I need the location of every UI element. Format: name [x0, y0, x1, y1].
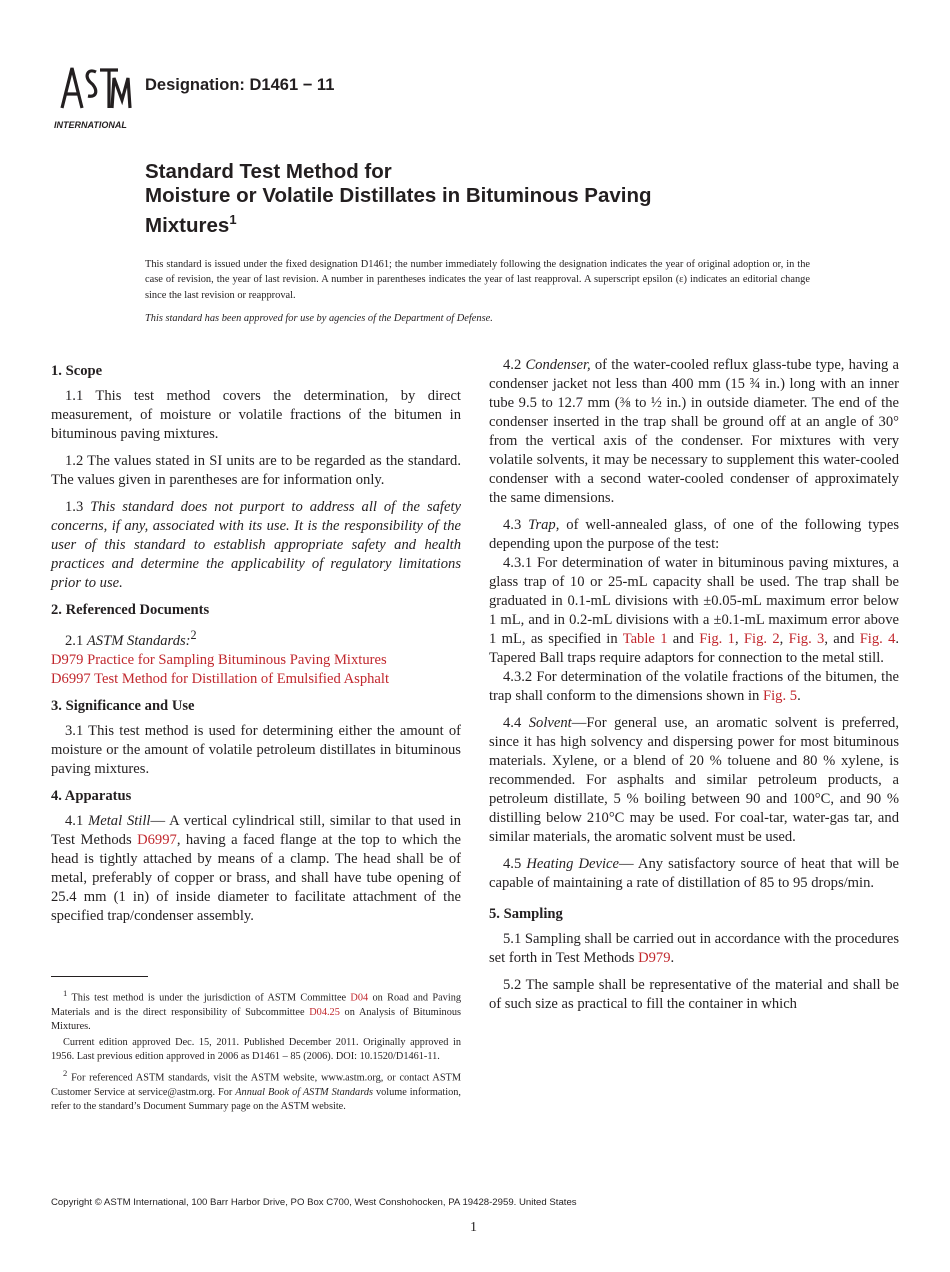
document-title	[145, 160, 652, 238]
paragraph-5-1-text-b: .	[670, 950, 675, 966]
link-d6997[interactable]: D6997	[51, 670, 91, 687]
designation: Designation: D1461 − 11	[145, 76, 335, 94]
footnote-1-text-a: This test method is under the jurisdiction of ASTM Committee	[67, 992, 351, 1004]
paragraph-5-1-text-a: 5.1 Sampling shall be carried out in accordance with the procedures set forth in Test Methods	[489, 931, 899, 966]
paragraph-1-2: 1.2 The values stated in SI units are to be regarded as the standard. The values given in parentheses are for information only.	[51, 453, 461, 488]
footnote-2-text-a: For referenced ASTM standards, visit the ASTM website, www.astm.org, or contact ASTM Customer Service at service@astm.org. For	[51, 1072, 461, 1099]
paragraph-1-1: 1.1 This test method covers the determination, by direct measurement, of moisture or volatile fractions of the bitumen in bituminous paving mixtures.	[51, 388, 461, 442]
reference-d979-title[interactable]: Practice for Sampling Bituminous Paving Mixtures	[83, 651, 387, 668]
link-d6997-inline[interactable]: D6997	[137, 831, 177, 848]
astm-logo	[52, 60, 134, 132]
copyright-notice: Copyright © ASTM International, 100 Barr Harbor Drive, PO Box C700, West Conshohocken, PA 19428-2959. United States	[51, 1197, 577, 1208]
paragraph-1-3-text: This standard does not purport to address all of the safety concerns, if any, associated with its use. It is the responsibility of the user of this standard to establish appropriate safety and health practices and determine the applicability of regulatory limitations prior to use.	[51, 499, 461, 591]
title-footnote-mark: 1	[229, 212, 237, 227]
link-d979-inline[interactable]: D979	[638, 950, 671, 966]
reference-d6997-title[interactable]: Test Method for Distillation of Emulsified Asphalt	[90, 670, 389, 687]
astm-logo-mark	[62, 68, 130, 108]
title-line-3-text: Mixtures	[145, 213, 230, 237]
paragraph-4-3-1-comma-1: ,	[734, 631, 744, 647]
link-d04[interactable]: D04	[350, 992, 369, 1004]
paragraph-4-3-1-text-a: 4.3.1 For determination of water in bituminous paving mixtures, a glass trap of 10 or 25-mL capacity shall be used. The trap shall be graduated in 0.1-mL divisions with ±0.05-mL maximum error below 1 mL, and in 0.2-mL divisions with a ±0.1-mL maximum error above 1 mL, as specified in	[489, 555, 899, 647]
standard-notice-text: This standard is issued under the fixed designation D1461; the number immediately following the designation indicates the year of original adoption or, in the case of revision, the year of last revision. A number in parentheses indicates the year of last reapproval. A superscript epsilon (ε) indicates an editorial change since the last revision or reapproval.	[145, 259, 810, 301]
footnote-1	[51, 986, 461, 1034]
paragraph-4-3-1-and-2: , and	[824, 631, 860, 647]
paragraph-4-4-number: 4.4	[503, 715, 529, 731]
paragraph-2-1	[51, 626, 461, 651]
paragraph-4-3-1-text-b: . Tapered Ball traps require adaptors for connection to the metal still.	[489, 631, 900, 666]
right-column	[489, 356, 899, 1022]
link-fig-1[interactable]: Fig. 1	[699, 631, 735, 647]
paragraph-2-1-footnote-mark: 2	[190, 628, 197, 642]
paragraph-4-5-number: 4.5	[503, 856, 527, 872]
left-column	[51, 356, 461, 934]
paragraph-4-3-1	[489, 554, 899, 668]
link-fig-4[interactable]: Fig. 4	[859, 631, 896, 647]
footnote-1-mark: 1	[63, 988, 68, 998]
paragraph-4-3-label: Trap,	[528, 517, 560, 533]
paragraph-4-1-text-a: — A vertical cylindrical still, similar to that used in Test Methods	[51, 812, 461, 848]
footnote-divider	[51, 976, 148, 977]
section-heading-significance: 3. Significance and Use	[51, 697, 195, 714]
paragraph-4-2	[489, 356, 899, 508]
paragraph-4-4-label: Solvent	[528, 715, 572, 731]
paragraph-1-3	[51, 498, 461, 593]
link-fig-5[interactable]: Fig. 5	[763, 688, 798, 704]
footnote-1-edition: Current edition approved Dec. 15, 2011. Published December 2011. Originally approved in 1956. Last previous edition approved in 2006 as D1461 – 85 (2006). DOI: 10.1520/D1461-11.	[51, 1037, 461, 1063]
footnote-2-italic: Annual Book of ASTM Standards	[235, 1087, 373, 1099]
footnote-2-text-b: volume information, refer to the standard’s Document Summary page on the ASTM website.	[51, 1087, 461, 1113]
paragraph-4-1-number: 4.1	[65, 812, 89, 829]
paragraph-5-2: 5.2 The sample shall be representative of the material and shall be of such size as practical to fill the container in which	[489, 977, 899, 1012]
paragraph-4-1-label: Metal Still	[88, 812, 151, 829]
paragraph-1-3-number: 1.3	[65, 499, 91, 515]
footnote-2	[51, 1066, 461, 1114]
paragraph-2-1-text: ASTM Standards:	[86, 632, 191, 649]
reference-d979	[51, 651, 461, 670]
paragraph-4-3-2	[489, 668, 899, 706]
link-d04-25[interactable]: D04.25	[309, 1006, 340, 1018]
page-number: 1	[470, 1220, 477, 1235]
footnote-1-text-b: on Road and Paving Materials and is the direct responsibility of Subcommittee	[51, 992, 461, 1018]
section-heading-apparatus: 4. Apparatus	[51, 787, 132, 804]
paragraph-4-3-text: of well-annealed glass, of one of the following types depending upon the purpose of the test:	[489, 517, 899, 552]
astm-logo-subtext: INTERNATIONAL	[54, 120, 127, 130]
title-line-2: Moisture or Volatile Distillates in Bituminous Paving	[145, 184, 652, 207]
paragraph-4-3-1-and-1: and	[667, 631, 700, 647]
reference-d6997	[51, 670, 461, 689]
paragraph-4-3	[489, 516, 899, 554]
link-fig-3[interactable]: Fig. 3	[788, 631, 825, 647]
footnotes	[51, 986, 461, 1116]
paragraph-4-5	[489, 855, 899, 893]
paragraph-4-2-label: Condenser,	[525, 357, 591, 373]
paragraph-4-3-2-text-b: .	[797, 688, 801, 704]
paragraph-4-1-text-b: , having a faced flange at the top to which the head is tightly attached by means of a clamp. The head shall be of metal, preferably of copper or brass, and shall have tube opening of 25.4 mm (1 in) of inside diameter to facilitate attachment of the specified trap/condenser assembly.	[51, 831, 461, 924]
link-table-1[interactable]: Table 1	[622, 631, 668, 647]
paragraph-4-3-number: 4.3	[503, 517, 529, 533]
paragraph-4-4-text: —For general use, an aromatic solvent is preferred, since it has high solvency and dispersing power for most bituminous materials. Xylene, or a blend of 20 % toluene and 80 % xylene, is recommended. For asphalts and similar petroleum products, a petroleum distillate, 5 % boiling between 90 and 100°C, and 90 % distilling below 210°C may be used. For coal-tar, water-gas tar, and similar materials, the aromatic solvent must be used.	[489, 715, 899, 845]
link-fig-2[interactable]: Fig. 2	[743, 631, 780, 647]
title-line-3	[145, 208, 652, 238]
paragraph-4-3-1-comma-2: ,	[779, 631, 789, 647]
section-heading-referenced-documents: 2. Referenced Documents	[51, 602, 210, 618]
paragraph-4-4	[489, 714, 899, 847]
standard-notice	[145, 257, 810, 327]
paragraph-4-1	[51, 812, 461, 926]
title-line-1: Standard Test Method for	[145, 160, 392, 183]
paragraph-4-2-text: of the water-cooled reflux glass-tube type, having a condenser jacket not less than 400 mm (15 ¾ in.) long with an inner tube 9.5 to 12.7 mm (⅜ to ½ in.) in outside diameter. The end of the condenser inserted in the trap shall be ground off at an angle of 30° from the vertical axis of the condenser. For mixtures with very volatile solvents, it may be necessary to supplement this water-cooled condenser with a second water-cooled condenser of approximately the same dimensions.	[489, 357, 900, 506]
footnote-2-mark: 2	[63, 1068, 68, 1079]
dod-approval-note: This standard has been approved for use by agencies of the Department of Defense.	[145, 313, 493, 325]
paragraph-4-3-2-text-a: 4.3.2 For determination of the volatile fractions of the bitumen, the trap shall conform to the dimensions shown in	[489, 669, 899, 704]
paragraph-3-1: 3.1 This test method is used for determining either the amount of moisture or the amount of volatile petroleum distillates in bituminous paving mixtures.	[51, 722, 461, 777]
paragraph-4-2-number: 4.2	[503, 357, 526, 373]
link-d979[interactable]: D979	[51, 651, 84, 668]
section-heading-sampling: 5. Sampling	[489, 906, 563, 922]
footnote-1-text-c: on Analysis of Bituminous Mixtures.	[51, 1006, 462, 1032]
section-heading-scope: 1. Scope	[51, 363, 103, 379]
paragraph-2-1-number: 2.1	[65, 632, 87, 649]
paragraph-4-5-text: — Any satisfactory source of heat that will be capable of maintaining a rate of distillation of 85 to 95 drops/min.	[489, 856, 900, 891]
paragraph-5-1	[489, 930, 899, 968]
paragraph-4-5-label: Heating Device	[526, 856, 619, 872]
